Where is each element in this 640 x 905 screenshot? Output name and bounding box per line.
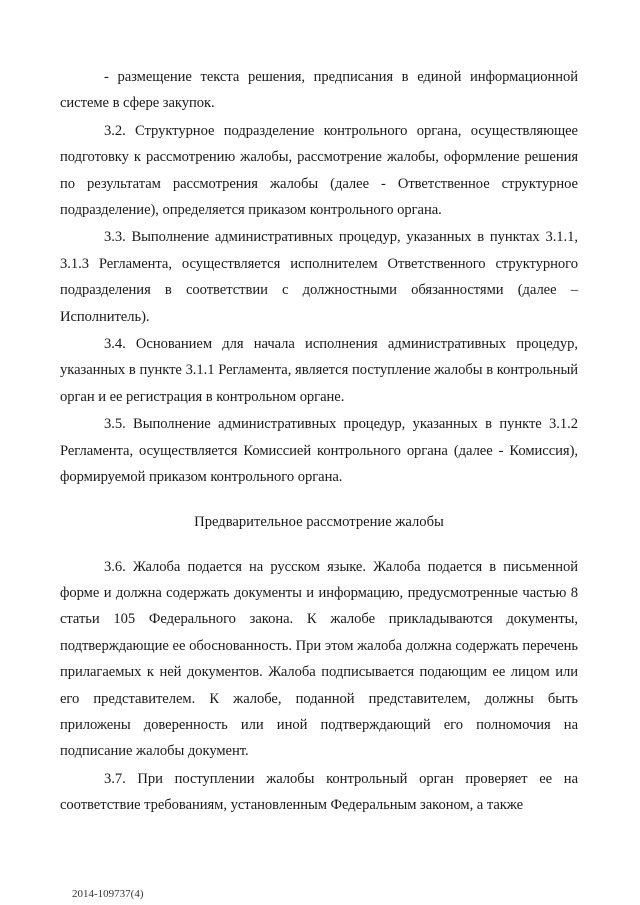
paragraph-3-3: 3.3. Выполнение административных процедур, указанных в пунктах 3.1.1, 3.1.3 Регламента, осуществляется исполнителем Ответственного структурного подразделения в соответствии с должностными обязанностями (далее – Исполнитель). <box>60 229 578 325</box>
section-heading: Предварительное рассмотрение жалобы <box>194 513 444 530</box>
paragraph-3-5: 3.5. Выполнение административных процедур, указанных в пункте 3.1.2 Регламента, осуществляется Комиссией контрольного органа (далее - Комиссия), формируемой приказом контрольного органа. <box>60 416 578 486</box>
document-body <box>60 64 578 820</box>
paragraph-3-1-item: - размещение текста решения, предписания в единой информационной системе в сфере закупок. <box>60 69 578 112</box>
paragraph-3-4: 3.4. Основанием для начала исполнения административных процедур, указанных в пункте 3.1.1 Регламента, является поступление жалобы в контрольный орган и ее регистрация в контрольном органе. <box>60 336 578 405</box>
paragraph-3-2: 3.2. Структурное подразделение контрольного органа, осуществляющее подготовку к рассмотрению жалобы, рассмотрение жалобы, оформление решения по результатам рассмотрения жалобы (далее - Ответственное структурное подразделение), определяется приказом контрольного органа. <box>60 122 578 219</box>
footer-document-code: 2014-109737(4) <box>72 888 144 900</box>
paragraph-3-7: 3.7. При поступлении жалобы контрольный орган проверяет ее на соответствие требованиям, установленным Федеральным законом, а также <box>60 770 578 814</box>
paragraph-3-6: 3.6. Жалоба подается на русском языке. Жалоба подается в письменной форме и должна содержать документы и информацию, предусмотренные частью 8 статьи 105 Федерального закона. К жалобе прикладываются документы, подтверждающие ее обоснованность. При этом жалоба должна содержать перечень прилагаемых к ней документов. Жалоба подписывается подающим ее лицом или его представителем. К жалобе, поданной представителем, должны быть приложены доверенность или иной подтверждающий его полномочия на подписание жалобы документ. <box>60 558 578 760</box>
